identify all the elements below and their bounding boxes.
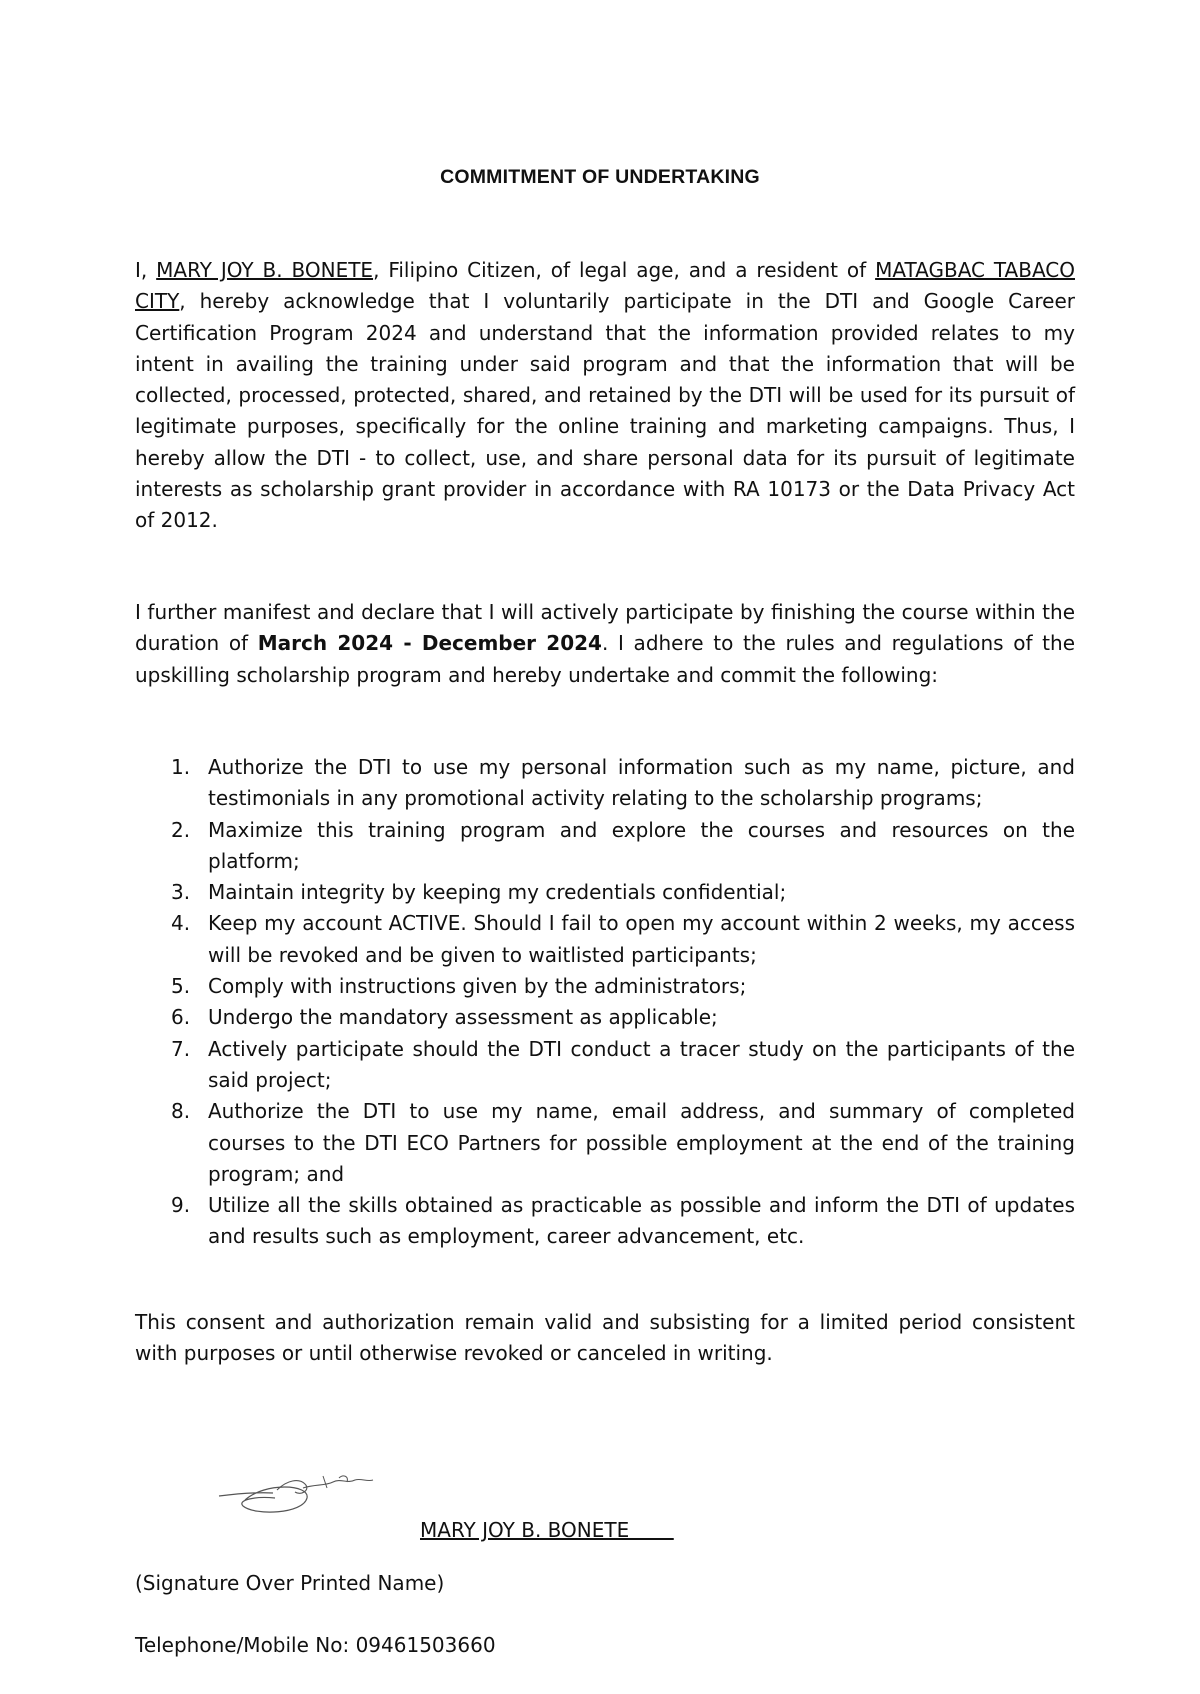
list-item-number: 7.: [171, 1036, 191, 1061]
signature-caption: (Signature Over Printed Name): [135, 1571, 445, 1595]
list-item-number: 9.: [171, 1193, 191, 1218]
list-item-text: Maximize this training program and explore the courses and resources on the platform;: [208, 817, 1075, 873]
commitment-list: [135, 752, 1075, 1253]
manifest-prefix: I further manifest and declare that I will actively participate by finishing the course within the duration of: [135, 600, 1075, 656]
contact-line: [135, 1630, 496, 1660]
manifest-rest: . I adhere to the rules and regulations of the upskilling scholarship program and hereby undertake and commit the following:: [135, 631, 1075, 687]
intro-paragraph: [135, 255, 1075, 537]
list-item-text: Authorize the DTI to use my personal information such as my name, picture, and testimonials in any promotional activity relating to the scholarship programs;: [208, 755, 1075, 811]
list-item-text: Actively participate should the DTI conduct a tracer study on the participants of the said project;: [208, 1036, 1075, 1092]
intro-prefix: I,: [135, 258, 157, 282]
list-item: [135, 1034, 1075, 1097]
list-item-number: 8.: [171, 1099, 191, 1124]
list-item-text: Comply with instructions given by the administrators;: [208, 974, 747, 999]
consent-paragraph: This consent and authorization remain valid and subsisting for a limited period consistent with purposes or until otherwise revoked or canceled in writing.: [135, 1310, 1075, 1366]
list-item: [135, 1002, 1075, 1033]
list-item: [135, 1190, 1075, 1253]
list-item-text: Undergo the mandatory assessment as applicable;: [208, 1005, 718, 1030]
list-item-text: Utilize all the skills obtained as practicable as possible and inform the DTI of updates and results such as employment, career advancement, etc.: [208, 1193, 1075, 1249]
list-item: [135, 877, 1075, 908]
list-item: [135, 971, 1075, 1002]
list-item: [135, 752, 1075, 815]
printed-name: MARY JOY B. BONETE: [420, 1518, 674, 1542]
list-item: [135, 1096, 1075, 1190]
program-duration: March 2024 - December 2024: [257, 631, 602, 656]
handwritten-signature: [215, 1470, 385, 1522]
list-item-number: 6.: [171, 1005, 191, 1030]
contact-number: 09461503660: [355, 1633, 496, 1657]
manifest-paragraph: [135, 597, 1075, 691]
list-item-text: Maintain integrity by keeping my credentials confidential;: [208, 880, 787, 905]
list-item-number: 4.: [171, 911, 191, 936]
list-item-text: Keep my account ACTIVE. Should I fail to open my account within 2 weeks, my access will be revoked and be given to waitlisted participants;: [208, 911, 1075, 967]
document-title: COMMITMENT OF UNDERTAKING: [440, 166, 760, 188]
list-item: [135, 908, 1075, 971]
list-item-number: 5.: [171, 974, 191, 999]
participant-address: MATAGBAC TABACO CITY: [135, 258, 1075, 314]
list-item-number: 1.: [171, 755, 191, 779]
list-item-text: Authorize the DTI to use my name, email address, and summary of completed courses to the DTI ECO Partners for possible employment at the end of the training program; and: [208, 1099, 1075, 1186]
list-item: [135, 815, 1075, 878]
list-item-number: 3.: [171, 880, 191, 905]
contact-label: Telephone/Mobile No:: [135, 1633, 356, 1657]
intro-mid: , Filipino Citizen, of legal age, and a resident of: [373, 258, 876, 282]
list-item-number: 2.: [171, 817, 191, 842]
participant-name: MARY JOY B. BONETE: [156, 258, 374, 282]
intro-rest: , hereby acknowledge that I voluntarily participate in the DTI and Google Career Certification Program 2024 and understand that the information provided relates to my intent in availing the training under said program and that the information that will be collected, processed, protected, shared, and retained by the DTI will be used for its pursuit of legitimate purposes, specifically for the online training and marketing campaigns. Thus, I hereby allow the DTI - to collect, use, and share personal data for its pursuit of legitimate interests as scholarship grant provider in accordance with RA 10173 or the Data Privacy Act of 2012.: [135, 289, 1075, 533]
